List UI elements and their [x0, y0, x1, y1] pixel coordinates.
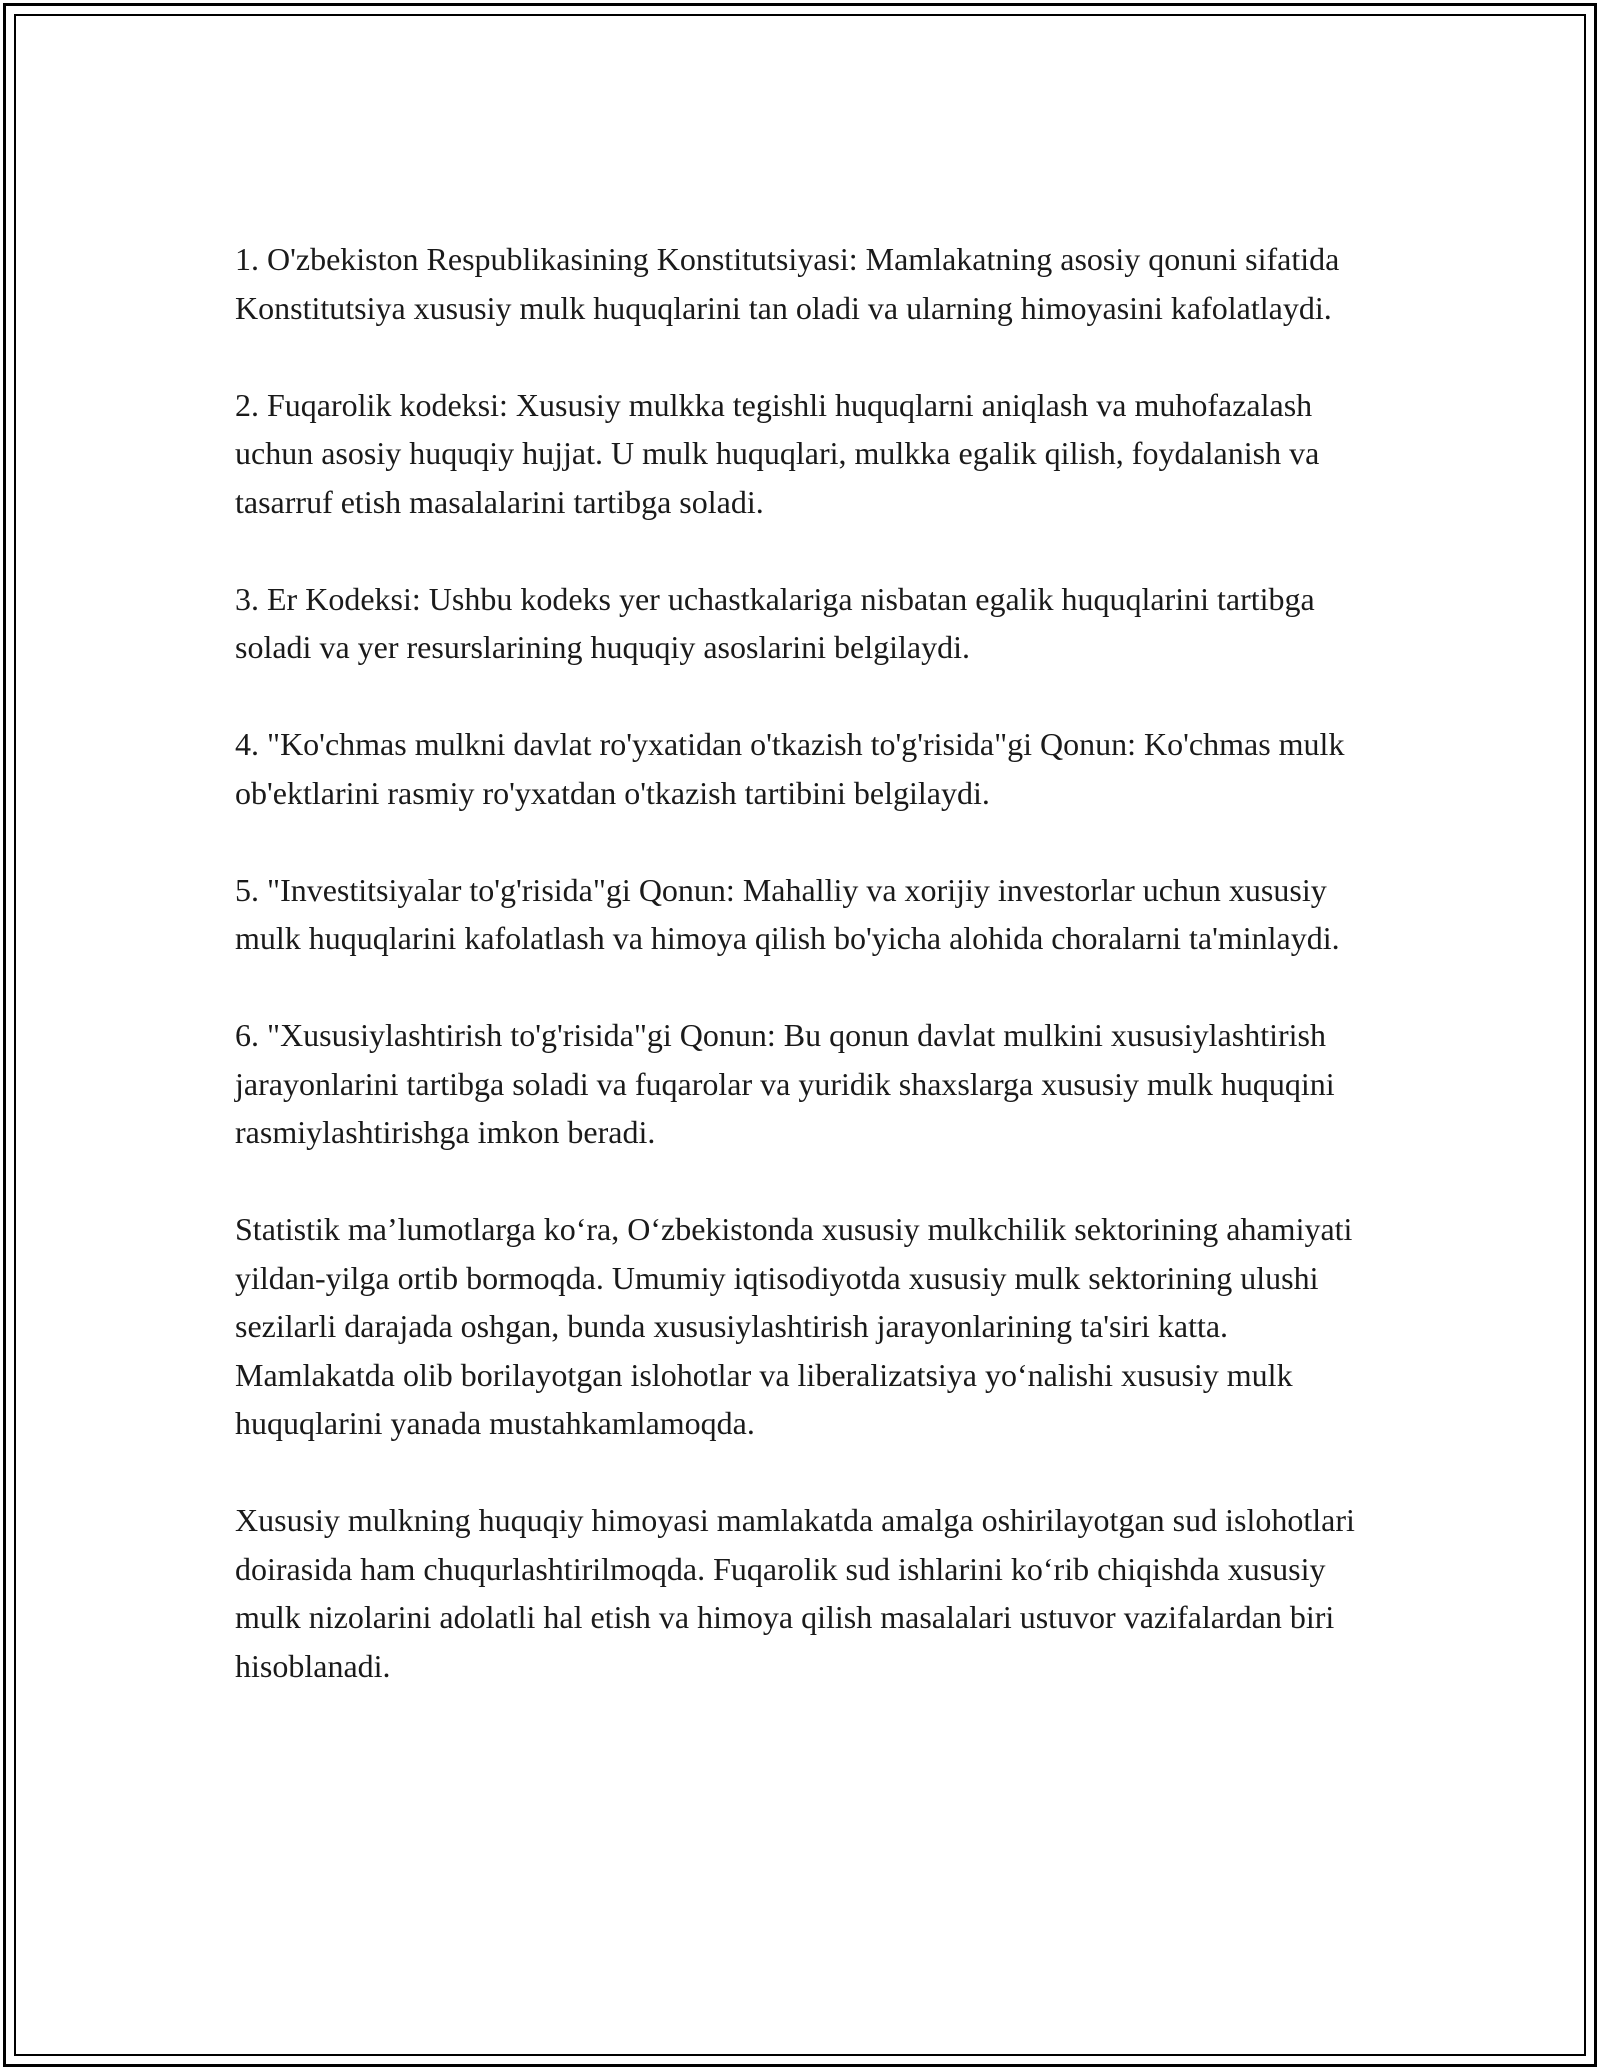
paragraph-investment-law: 5. "Investitsiyalar to'g'risida"gi Qonun: Mahalliy va xorijiy investorlar uchun xususiy mulk huquqlarini kafolatlash va himoya qilish bo'yicha alohida choralarni ta'minlaydi.	[235, 871, 1340, 956]
paragraph-statistics: Statistik ma’lumotlarga ko‘ra, O‘zbekistonda xususiy mulkchilik sektorining ahamiyati yildan-yilga ortib bormoqda. Umumiy iqtisodiyotda xususiy mulk sektorining ulushi sezilarli darajada oshgan, bunda xususiylashtirish jarayonlarining ta'siri katta. Mamlakatda olib borilayotgan islohotlar va liberalizatsiya yo‘nalishi xususiy mulk huquqlarini yanada mustahkamlamoqda.	[235, 1211, 1353, 1441]
paragraph-constitution: 1. O'zbekiston Respublikasining Konstitutsiyasi: Mamlakatning asosiy qonuni sifatida Konstitutsiya xususiy mulk huquqlarini tan oladi va ularning himoyasini kafolatlaydi.	[235, 241, 1340, 326]
paragraph-real-estate-law: 4. "Ko'chmas mulkni davlat ro'yxatidan o'tkazish to'g'risida"gi Qonun: Ko'chmas mulk ob'ektlarini rasmiy ro'yxatdan o'tkazish tartibini belgilaydi.	[235, 726, 1345, 811]
paragraph-legal-protection: Xususiy mulkning huquqiy himoyasi mamlakatda amalga oshirilayotgan sud islohotlari doirasida ham chuqurlashtirilmoqda. Fuqarolik sud ishlarini ko‘rib chiqishda xususiy mulk nizolarini adolatli hal etish va himoya qilish masalalari ustuvor vazifalardan biri hisoblanadi.	[235, 1502, 1355, 1684]
document-body	[235, 235, 1385, 1690]
paragraph-land-code: 3. Er Kodeksi: Ushbu kodeks yer uchastkalariga nisbatan egalik huquqlarini tartibga soladi va yer resurslarining huquqiy asoslarini belgilaydi.	[235, 580, 1315, 665]
paragraph-privatization-law: 6. "Xususiylashtirish to'g'risida"gi Qonun: Bu qonun davlat mulkini xususiylashtirish jarayonlarini tartibga soladi va fuqarolar va yuridik shaxslarga xususiy mulk huquqini rasmiylashtirishga imkon beradi.	[235, 1017, 1335, 1150]
paragraph-civil-code: 2. Fuqarolik kodeksi: Xususiy mulkka tegishli huquqlarni aniqlash va muhofazalash uchun asosiy huquqiy hujjat. U mulk huquqlari, mulkka egalik qilish, foydalanish va tasarruf etish masalalarini tartibga soladi.	[235, 386, 1320, 520]
